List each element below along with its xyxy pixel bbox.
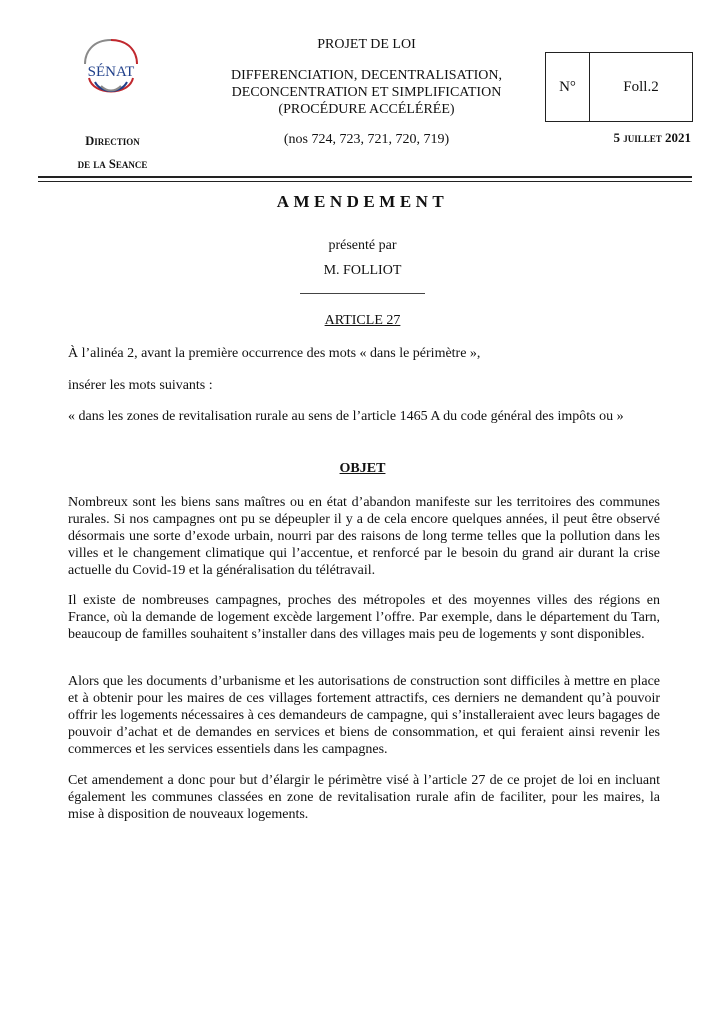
article-heading: ARTICLE 27 xyxy=(324,313,401,328)
direction-label xyxy=(40,130,185,176)
amendment-line-3: « dans les zones de revitalisation rurale au sens de l’article 1465 A du code général des impôts ou » xyxy=(68,409,624,424)
objet-heading: OBJET xyxy=(339,461,386,476)
amendment-line-1: À l’alinéa 2, avant la première occurrence des mots « dans le périmètre », xyxy=(68,346,481,361)
number-label: N° xyxy=(546,53,590,121)
bill-title-1: DIFFERENCIATION, DECENTRALISATION, xyxy=(230,68,503,83)
number-value: Foll.2 xyxy=(623,78,659,95)
amendment-number-box xyxy=(545,52,693,122)
author: M. FOLLIOT xyxy=(323,263,402,278)
header-rule-thick xyxy=(38,176,692,178)
objet-paragraph-3: Alors que les documents d’urbanisme et les autorisations de construction sont difficiles à mettre en place et à obtenir pour les maires de ces villages fortement attractifs, ces derniers ne demandent qu’à pouvoir offrir les logements nécessaires à ces demandeurs de campagne, qui s’installeraient avec leurs bagages de pouvoir d’achat et de demandes en services et biens de consommation, et qui feraient ainsi revenir les commerces et les services essentiels dans les campagnes. xyxy=(68,674,660,757)
objet-paragraph-4: Cet amendement a donc pour but d’élargir le périmètre visé à l’article 27 de ce projet de loi en incluant également les communes classées en zone de revitalisation rurale afin de faciliter, pour les maires, la mise à disposition de nouveaux logements. xyxy=(68,773,660,822)
amendment-title: AMENDEMENT xyxy=(276,192,449,211)
header-rule-thin xyxy=(38,181,692,182)
amendment-line-2: insérer les mots suivants : xyxy=(68,378,213,393)
direction-line-2: de la Seance xyxy=(77,157,148,171)
presented-by: présenté par xyxy=(328,238,397,253)
logo-text: SÉNAT xyxy=(87,64,135,80)
objet-paragraph-2: Il existe de nombreuses campagnes, proches des métropoles et des moyennes villes des régions en France, où la demande de logement excède largement l’offre. Par exemple, dans le département du Tarn, beaucoup de familles souhaitent s’installer dans des villages mais peu de logements y sont disponibles. xyxy=(68,593,660,642)
bill-title-2: DECONCENTRATION ET SIMPLIFICATION xyxy=(231,85,502,100)
bill-refs: (nos 724, 723, 721, 720, 719) xyxy=(283,132,450,147)
date: 5 juillet 2021 xyxy=(613,130,691,145)
projet-label: PROJET DE LOI xyxy=(317,37,416,52)
author-rule xyxy=(300,293,425,294)
direction-line-1: Direction xyxy=(85,134,140,148)
bill-title-3: (PROCÉDURE ACCÉLÉRÉE) xyxy=(278,102,455,117)
bill-header xyxy=(200,36,533,148)
senat-logo xyxy=(75,34,147,110)
objet-paragraph-1: Nombreux sont les biens sans maîtres ou en état d’abandon manifeste sur les territoires des communes rurales. Si nos campagnes ont pu se dépeupler il y a de cela encore quelques années, il peut être observé désormais une sorte d’exode urbain, nourri par des raisons de long terme telles que la pollution dans les villes et le changement climatique qui l’accentue, et renforcé par le besoin du grand air durant la crise actuelle du Covid-19 et la généralisation du télétravail. xyxy=(68,495,660,578)
